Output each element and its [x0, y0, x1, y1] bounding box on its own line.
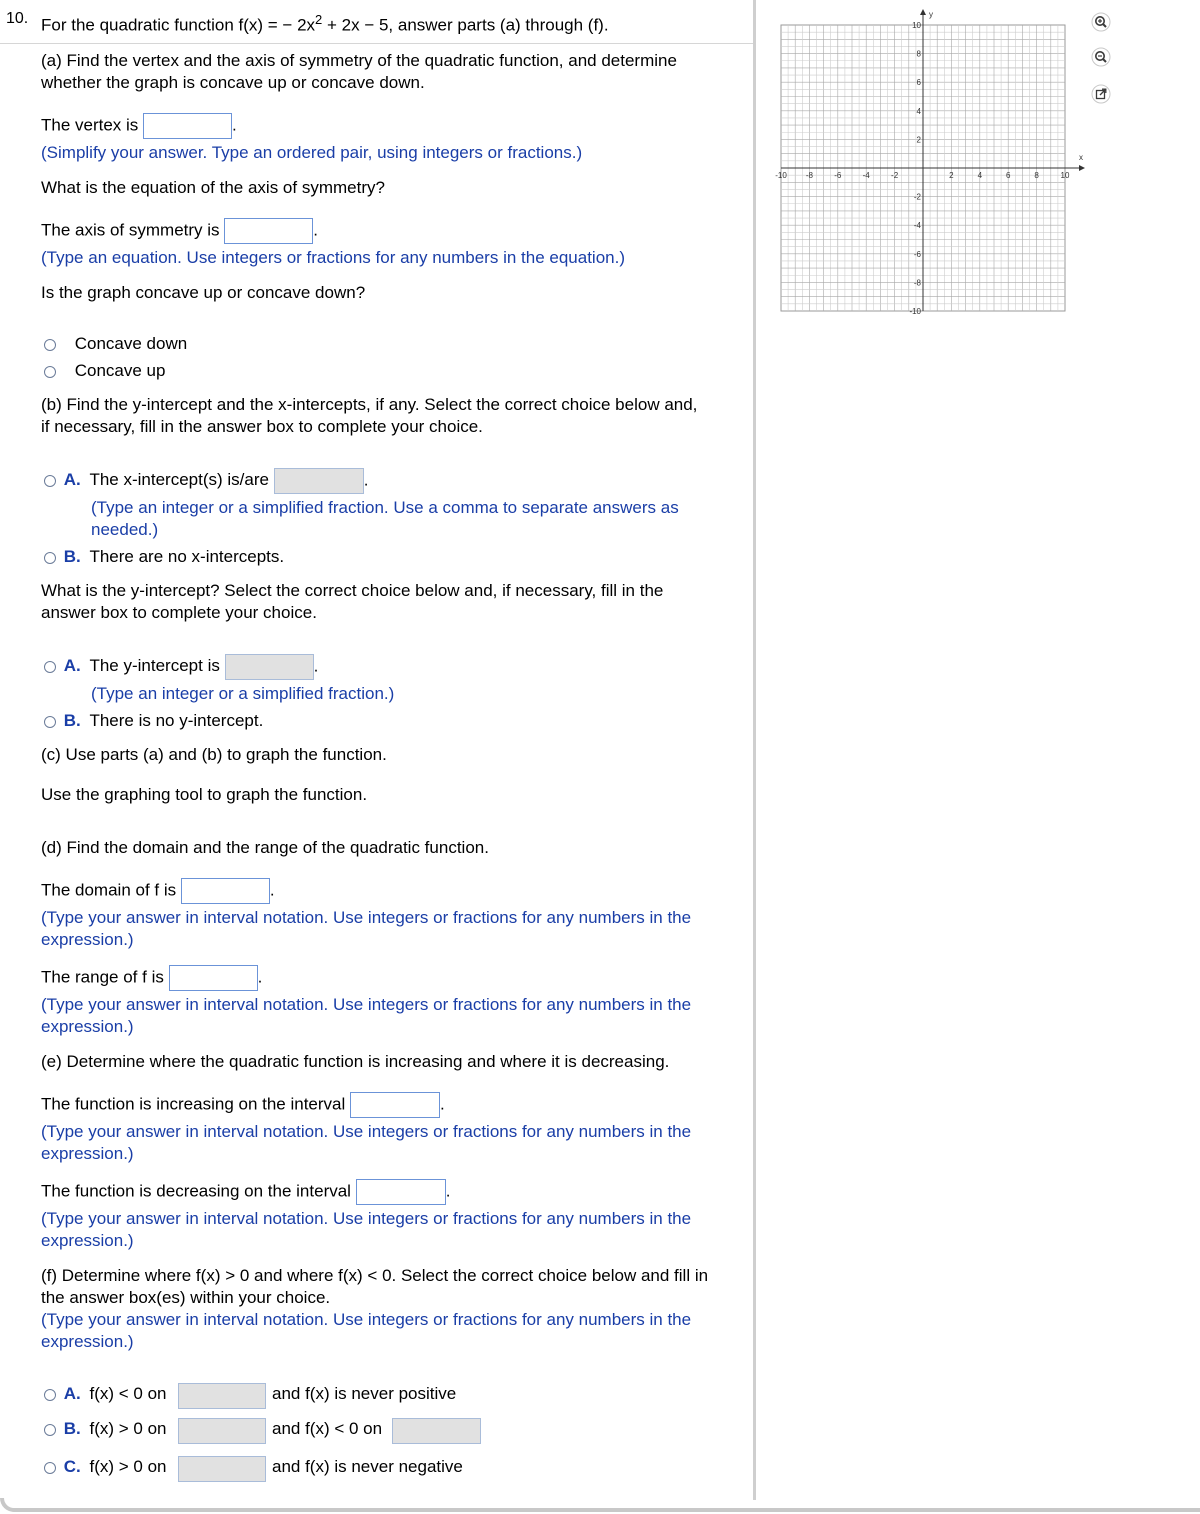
- x-tick-label: -6: [834, 171, 842, 180]
- option-concave-down[interactable]: Concave down: [44, 333, 187, 355]
- decreasing-hint: (Type your answer in interval notation. Use integers or fractions for any numbers in the expression.): [41, 1209, 692, 1250]
- domain-hint: (Type your answer in interval notation. Use integers or fractions for any numbers in the expression.): [41, 908, 692, 949]
- x-tick-label: 8: [1034, 171, 1039, 180]
- x-option-b-radio[interactable]: [44, 552, 56, 564]
- f-option-c-radio[interactable]: [44, 1462, 56, 1474]
- part-c-intro: (c) Use parts (a) and (b) to graph the function.: [41, 745, 387, 764]
- bottom-scroll-edge: [0, 1498, 1200, 1514]
- axis-hint: (Type an equation. Use integers or fractions for any numbers in the equation.): [41, 248, 625, 267]
- y-intercept-hint: (Type an integer or a simplified fraction.): [91, 684, 395, 703]
- f-option-a[interactable]: A. f(x) < 0 on: [44, 1383, 166, 1405]
- zoom-in-icon[interactable]: [1091, 12, 1111, 32]
- range-row: The range of f is .: [41, 965, 262, 991]
- header-divider: [0, 43, 754, 44]
- vertex-row: The vertex is .: [41, 113, 237, 139]
- y-option-b-radio[interactable]: [44, 716, 56, 728]
- part-e-intro: (e) Determine where the quadratic function is increasing and where it is decreasing.: [41, 1052, 670, 1071]
- concave-up-radio[interactable]: [44, 366, 56, 378]
- option-concave-up[interactable]: Concave up: [44, 360, 165, 382]
- decreasing-row: The function is decreasing on the interval .: [41, 1179, 450, 1205]
- f-a-input[interactable]: [178, 1383, 266, 1409]
- y-intercept-option-b[interactable]: B. There is no y-intercept.: [44, 710, 263, 732]
- concave-down-radio[interactable]: [44, 339, 56, 351]
- x-tick-label: -4: [862, 171, 870, 180]
- y-tick-label: -8: [913, 278, 921, 288]
- x-axis-arrow: [1079, 165, 1085, 171]
- y-axis-label: y: [929, 10, 933, 19]
- zoom-out-icon[interactable]: [1091, 47, 1111, 67]
- f-option-c[interactable]: C. f(x) > 0 on: [44, 1456, 166, 1478]
- x-tick-label: 2: [949, 171, 954, 180]
- question-number: 10.: [6, 10, 29, 27]
- f-option-a-radio[interactable]: [44, 1389, 56, 1401]
- part-a-intro: (a) Find the vertex and the axis of symmetry of the quadratic function, and determine whether the graph is concave up or concave down.: [41, 51, 677, 92]
- axis-input[interactable]: [224, 218, 313, 244]
- f-b-input-2[interactable]: [392, 1418, 481, 1444]
- x-option-a-radio[interactable]: [44, 475, 56, 487]
- part-d-intro: (d) Find the domain and the range of the quadratic function.: [41, 838, 489, 857]
- f-option-b-post: and f(x) < 0 on: [272, 1419, 383, 1438]
- y-intercept-question: What is the y-intercept? Select the correct choice below and, if necessary, fill in the answer box to complete your choice.: [41, 581, 664, 622]
- axis-row: The axis of symmetry is .: [41, 218, 318, 244]
- increasing-input[interactable]: [350, 1092, 440, 1118]
- y-axis-arrow: [920, 9, 926, 15]
- f-option-b-radio[interactable]: [44, 1424, 56, 1436]
- x-tick-label: -2: [891, 171, 899, 180]
- part-b-intro: (b) Find the y-intercept and the x-intercepts, if any. Select the correct choice below and, if necessary, fill in the answer box to complete your choice.: [41, 395, 698, 436]
- y-tick-label: -2: [913, 192, 921, 202]
- y-tick-label: 8: [916, 49, 921, 59]
- range-hint: (Type your answer in interval notation. Use integers or fractions for any numbers in the expression.): [41, 995, 692, 1036]
- y-intercept-input[interactable]: [225, 654, 314, 680]
- f-option-c-post: and f(x) is never negative: [272, 1457, 463, 1476]
- pane-divider: [753, 0, 756, 1500]
- axis-question: What is the equation of the axis of symmetry?: [41, 178, 385, 197]
- question-header: For the quadratic function f(x) = − $2x^2 + 2x - 5$, answer parts (a) through (f).: [41, 12, 609, 35]
- x-tick-label: -10: [775, 171, 787, 180]
- domain-row: The domain of f is .: [41, 878, 275, 904]
- part-c-instruction: Use the graphing tool to graph the function.: [41, 785, 368, 804]
- x-intercept-hint: (Type an integer or a simplified fraction. Use a comma to separate answers as needed.): [91, 498, 679, 539]
- f-b-input-1[interactable]: [178, 1418, 266, 1444]
- range-input[interactable]: [169, 965, 258, 991]
- y-option-a-radio[interactable]: [44, 661, 56, 673]
- x-tick-label: 10: [1060, 171, 1070, 180]
- y-tick-label: -4: [913, 221, 921, 231]
- y-tick-label: 10: [912, 21, 921, 30]
- f-option-a-post: and f(x) is never positive: [272, 1384, 457, 1403]
- part-f-intro: (f) Determine where f(x) > 0 and where f(x) < 0. Select the correct choice below and fill in the answer box(es) within your choice. (Type your answer in interval notation. Use integers or fractions for any numbers in the expression.): [41, 1266, 709, 1351]
- y-tick-label: 6: [916, 78, 921, 88]
- f-option-b[interactable]: B. f(x) > 0 on: [44, 1418, 166, 1440]
- x-tick-label: 4: [977, 171, 983, 180]
- y-tick-label: 2: [916, 135, 921, 145]
- increasing-row: The function is increasing on the interval .: [41, 1092, 445, 1118]
- x-intercept-option-b[interactable]: B. There are no x-intercepts.: [44, 546, 284, 568]
- y-intercept-option-a[interactable]: A. The y-intercept is .: [44, 654, 318, 680]
- y-tick-label: -10: [909, 307, 921, 316]
- graphing-canvas[interactable]: [770, 8, 1083, 320]
- x-axis-label: x: [1079, 153, 1083, 162]
- decreasing-input[interactable]: [356, 1179, 446, 1205]
- domain-input[interactable]: [181, 878, 270, 904]
- vertex-hint: (Simplify your answer. Type an ordered pair, using integers or fractions.): [41, 143, 583, 162]
- increasing-hint: (Type your answer in interval notation. Use integers or fractions for any numbers in the expression.): [41, 1122, 692, 1163]
- x-tick-label: -8: [805, 171, 813, 180]
- vertex-input[interactable]: [143, 113, 232, 139]
- x-intercept-option-a[interactable]: A. The x-intercept(s) is/are .: [44, 468, 368, 494]
- y-tick-label: -6: [913, 249, 921, 259]
- x-tick-label: 6: [1005, 171, 1011, 180]
- popout-icon[interactable]: [1091, 84, 1111, 104]
- f-c-input[interactable]: [178, 1456, 266, 1482]
- y-tick-label: 4: [916, 106, 921, 116]
- concavity-question: Is the graph concave up or concave down?: [41, 283, 366, 302]
- x-intercept-input[interactable]: [274, 468, 364, 494]
